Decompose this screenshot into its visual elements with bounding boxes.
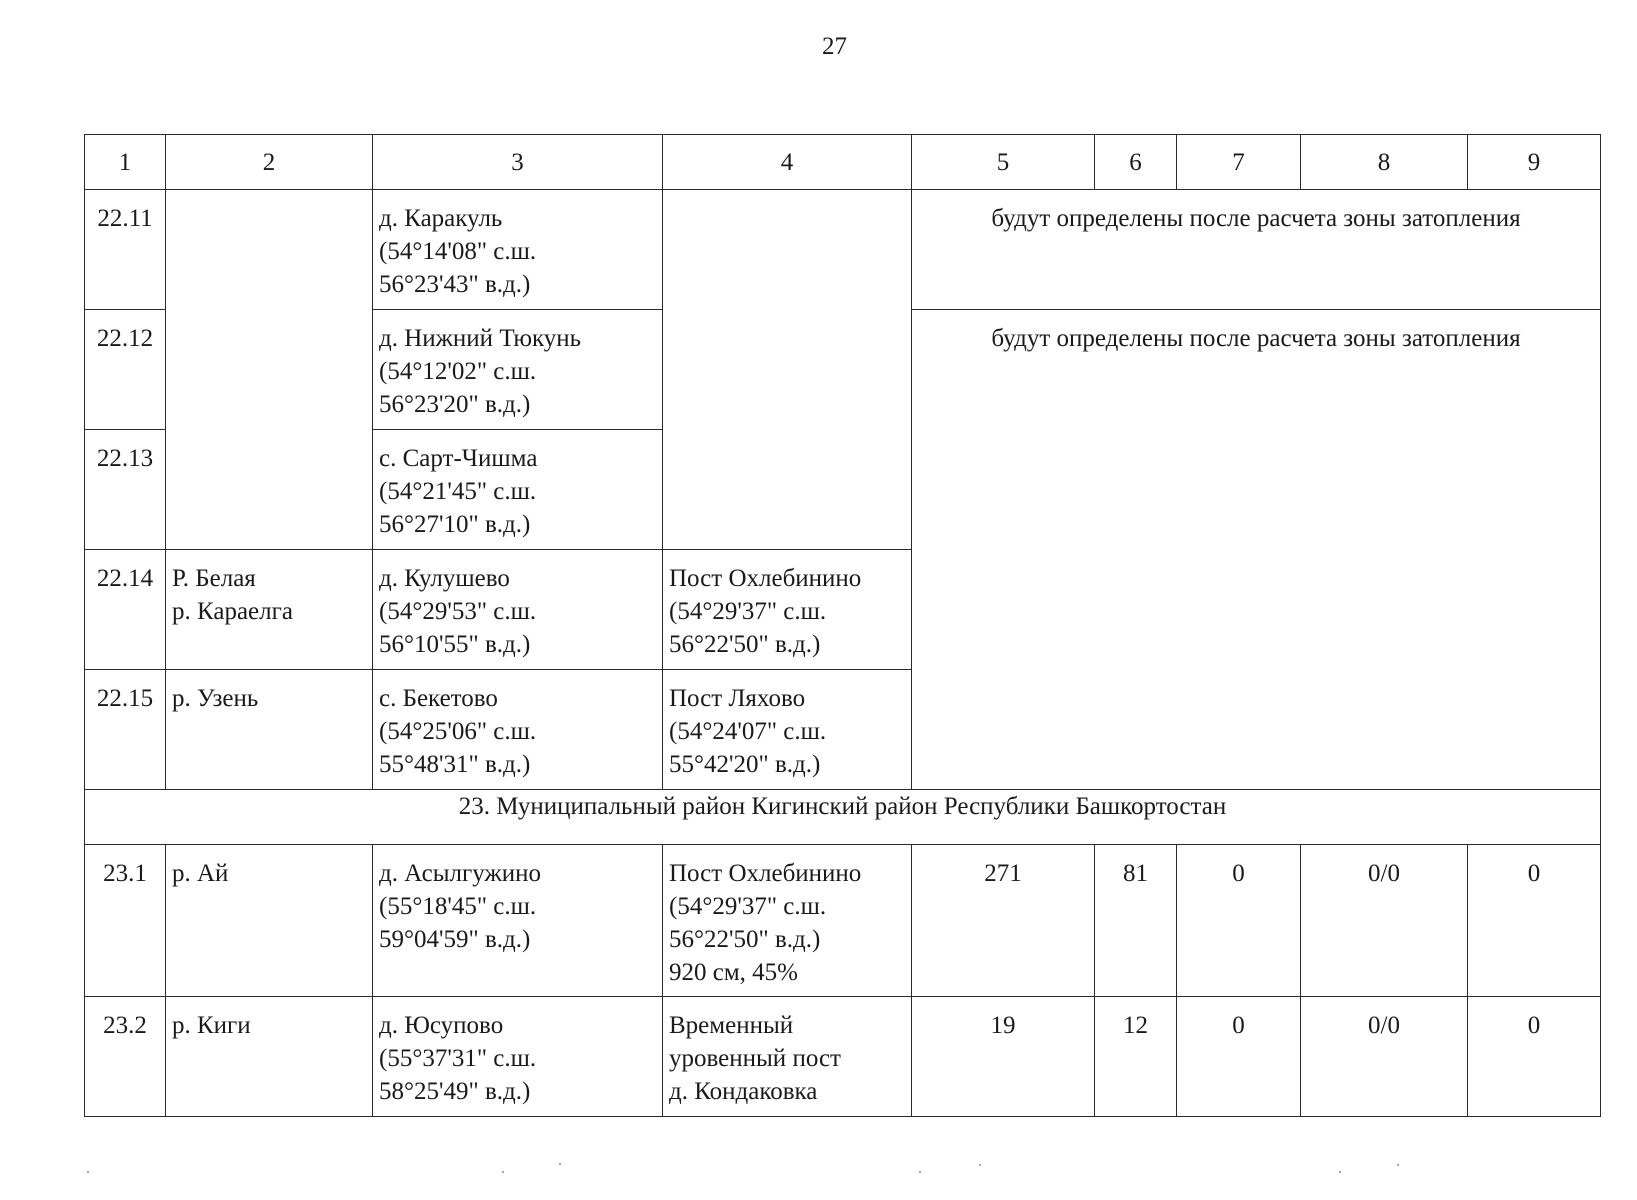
post-name: Пост Охлебинино: [669, 860, 862, 887]
river-name: Р. Белая: [172, 565, 256, 592]
column-number: 9: [1468, 135, 1601, 190]
post-name: Пост Охлебинино: [669, 565, 862, 592]
value-col-8: 0/0: [1301, 997, 1468, 1117]
settlement-name: д. Юсупово: [379, 1012, 504, 1039]
column-number: 1: [85, 135, 166, 190]
settlement-cell: [373, 550, 663, 670]
latitude: (54°14'08" с.ш.: [379, 238, 537, 265]
value-col-8: 0/0: [1301, 845, 1468, 997]
value-col-6: 81: [1095, 845, 1177, 997]
scan-speckles: [0, 1160, 1637, 1180]
post-cell: [663, 997, 912, 1117]
post-cell: [663, 845, 912, 997]
river-cell: [166, 550, 373, 670]
row-id: 23.1: [85, 845, 166, 997]
post-cell: [663, 550, 912, 670]
settlement-name: д. Каракуль: [379, 205, 503, 232]
row-id: 22.13: [85, 430, 166, 550]
flood-zone-table: [84, 134, 1601, 1117]
column-number-row: [85, 135, 1601, 190]
post-cell: [663, 670, 912, 790]
table-row: [85, 845, 1601, 997]
post-latitude: (54°24'07" с.ш.: [669, 718, 827, 745]
column-number: 4: [663, 135, 912, 190]
post-name: Временный: [669, 1012, 794, 1039]
section-title: 23. Муниципальный район Кигинский район Республики Башкортостан: [85, 790, 1601, 845]
post-name: Пост Ляхово: [669, 685, 806, 712]
settlement-cell: [373, 997, 663, 1117]
column-number: 6: [1095, 135, 1177, 190]
post-longitude: 56°22'50" в.д.): [669, 926, 821, 953]
settlement-cell: [373, 670, 663, 790]
pending-note: будут определены после расчета зоны затопления: [912, 310, 1601, 790]
longitude: 59°04'59" в.д.): [379, 926, 531, 953]
post-level: 920 см, 45%: [669, 959, 798, 986]
column-number: 2: [166, 135, 373, 190]
table-row: [85, 190, 1601, 310]
longitude: 56°10'55" в.д.): [379, 631, 531, 658]
post-longitude: 55°42'20" в.д.): [669, 751, 821, 778]
value-col-9: 0: [1468, 997, 1601, 1117]
river-name: р. Ай: [172, 860, 229, 887]
settlement-cell: [373, 845, 663, 997]
row-id: 22.14: [85, 550, 166, 670]
post-name: уровенный пост: [669, 1045, 841, 1072]
column-number: 8: [1301, 135, 1468, 190]
settlement-cell: [373, 190, 663, 310]
settlement-name: д. Нижний Тюкунь: [379, 325, 582, 352]
page-number: 27: [822, 33, 847, 60]
row-id: 22.12: [85, 310, 166, 430]
value-col-6: 12: [1095, 997, 1177, 1117]
longitude: 55°48'31" в.д.): [379, 751, 531, 778]
river-name: р. Узень: [172, 685, 259, 712]
row-id: 22.15: [85, 670, 166, 790]
row-id: 23.2: [85, 997, 166, 1117]
longitude: 58°25'49" в.д.): [379, 1078, 531, 1105]
settlement-name: с. Бекетово: [379, 685, 498, 712]
post-cell-empty: [663, 190, 912, 550]
value-col-9: 0: [1468, 845, 1601, 997]
settlement-cell: [373, 310, 663, 430]
river-cell: [166, 670, 373, 790]
river-cell: [166, 997, 373, 1117]
row-id: 22.11: [85, 190, 166, 310]
value-col-5: 271: [912, 845, 1095, 997]
settlement-name: с. Сарт-Чишма: [379, 445, 538, 472]
latitude: (54°12'02" с.ш.: [379, 358, 537, 385]
settlement-cell: [373, 430, 663, 550]
post-latitude: (54°29'37" с.ш.: [669, 598, 827, 625]
river-cell: [166, 845, 373, 997]
section-header-row: [85, 790, 1601, 845]
settlement-name: д. Асылгужино: [379, 860, 541, 887]
latitude: (55°18'45" с.ш.: [379, 893, 537, 920]
table-row: [85, 997, 1601, 1117]
column-number: 5: [912, 135, 1095, 190]
latitude: (54°21'45" с.ш.: [379, 478, 537, 505]
post-longitude: 56°22'50" в.д.): [669, 631, 821, 658]
latitude: (55°37'31" с.ш.: [379, 1045, 537, 1072]
column-number: 7: [1177, 135, 1301, 190]
latitude: (54°29'53" с.ш.: [379, 598, 537, 625]
river-name: р. Караелга: [172, 598, 293, 625]
latitude: (54°25'06" с.ш.: [379, 718, 537, 745]
river-cell-empty: [166, 190, 373, 550]
value-col-5: 19: [912, 997, 1095, 1117]
post-latitude: (54°29'37" с.ш.: [669, 893, 827, 920]
longitude: 56°23'20" в.д.): [379, 391, 531, 418]
river-name: р. Киги: [172, 1012, 251, 1039]
value-col-7: 0: [1177, 997, 1301, 1117]
post-location: д. Кондаковка: [669, 1078, 818, 1105]
longitude: 56°23'43" в.д.): [379, 271, 531, 298]
column-number: 3: [373, 135, 663, 190]
value-col-7: 0: [1177, 845, 1301, 997]
settlement-name: д. Кулушево: [379, 565, 510, 592]
longitude: 56°27'10" в.д.): [379, 511, 531, 538]
pending-note: будут определены после расчета зоны затопления: [912, 190, 1601, 310]
